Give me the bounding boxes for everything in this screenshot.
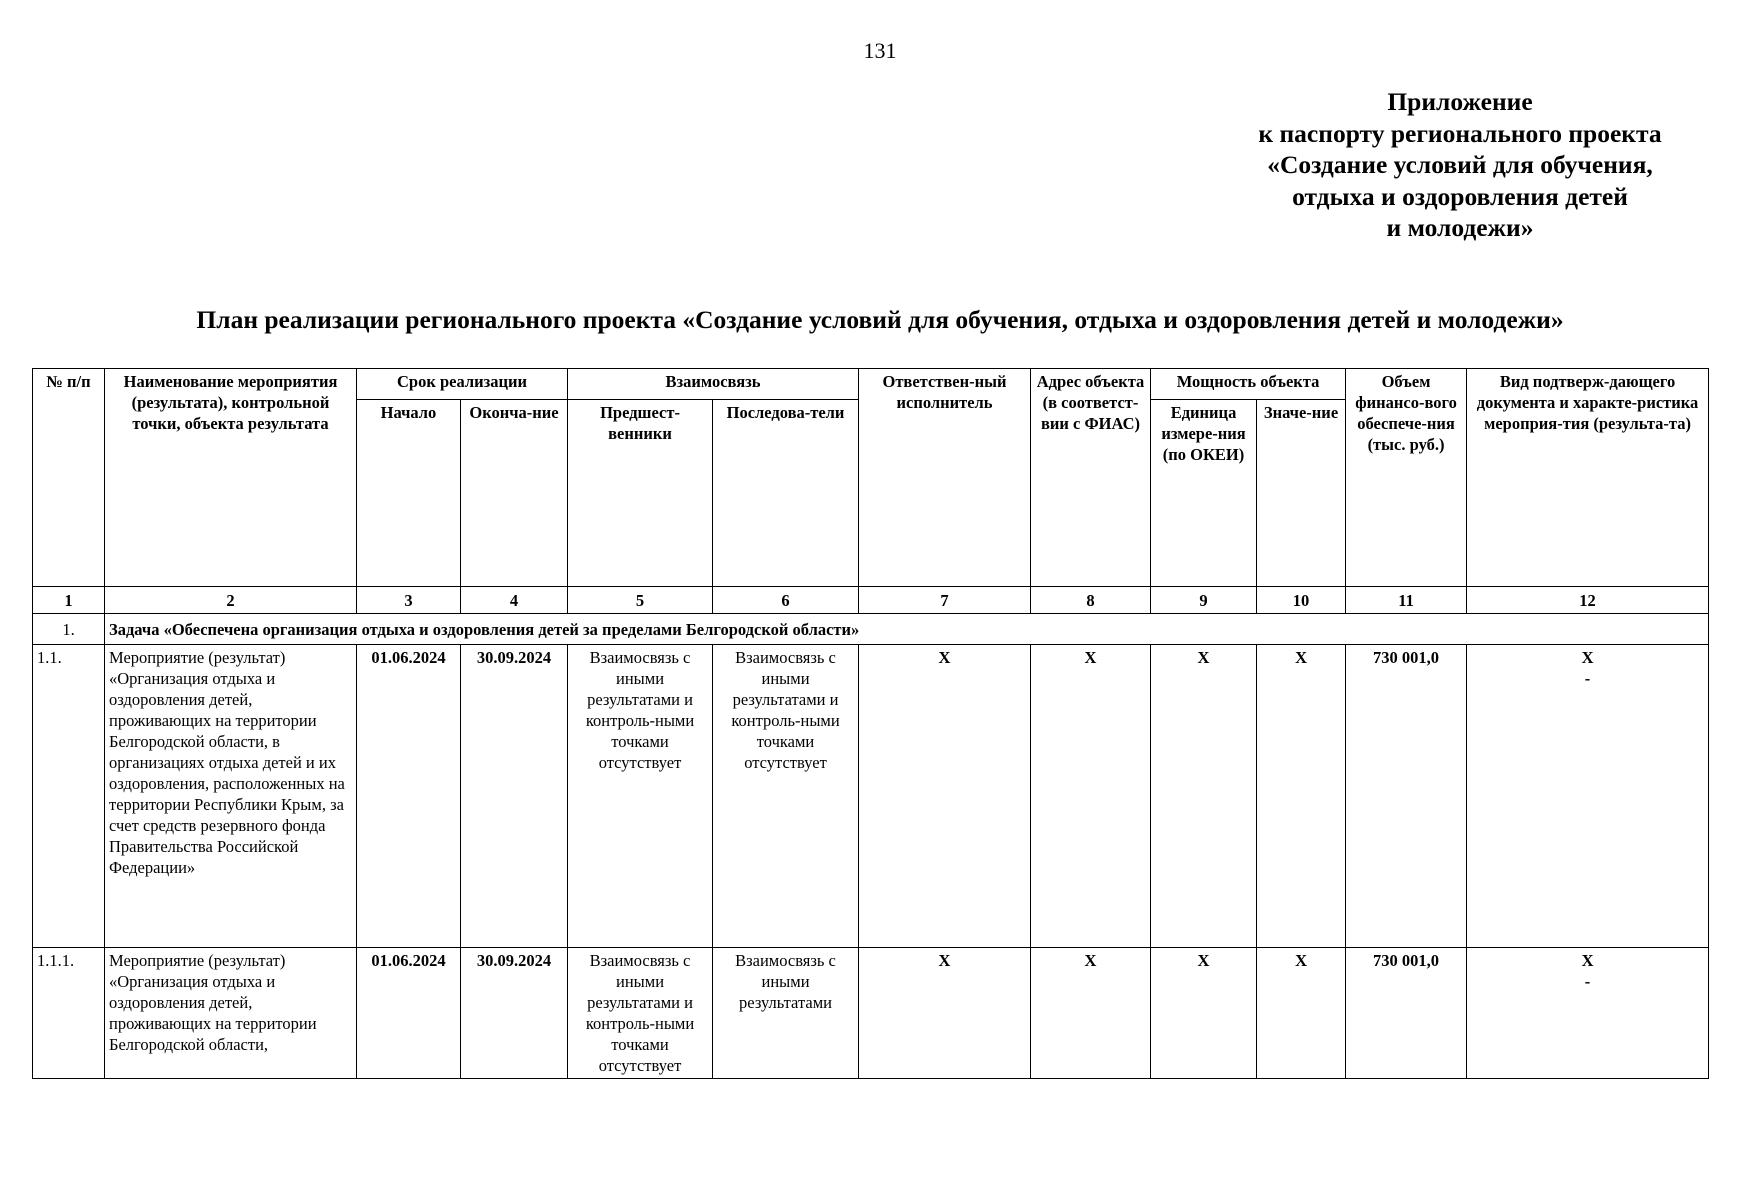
- header-period: Срок реализации: [357, 369, 568, 400]
- row-funding: 730 001,0: [1346, 948, 1467, 1079]
- header-predecessors: Предшест-венники: [568, 400, 713, 587]
- column-number: 12: [1467, 587, 1709, 614]
- column-number: 5: [568, 587, 713, 614]
- header-relation: Взаимосвязь: [568, 369, 859, 400]
- appendix-line: отдыха и оздоровления детей: [1292, 181, 1628, 211]
- column-number: 7: [859, 587, 1031, 614]
- header-num: № п/п: [33, 369, 105, 587]
- row-end: 30.09.2024: [461, 948, 568, 1079]
- page-number: 131: [863, 38, 897, 63]
- column-number: 8: [1031, 587, 1151, 614]
- column-number: 2: [105, 587, 357, 614]
- row-num: 1.1.1.: [33, 948, 105, 1079]
- row-num: 1.1.: [33, 645, 105, 948]
- appendix-line: Приложение: [1387, 87, 1533, 116]
- header-capacity: Мощность объекта: [1151, 369, 1346, 400]
- row-address: X: [1031, 948, 1151, 1079]
- row-doc-mark: X: [1581, 648, 1594, 667]
- row-predecessors: Взаимосвязь с иными результатами и контроль-ными точками отсутствует: [568, 645, 713, 948]
- header-funding: Объем финансо-вого обеспече-ния (тыс. руб.): [1346, 369, 1467, 587]
- header-name: Наименование мероприятия (результата), контрольной точки, объекта результата: [105, 369, 357, 587]
- row-end: 30.09.2024: [461, 645, 568, 948]
- row-doc: [1467, 645, 1709, 948]
- row-name: Мероприятие (результат) «Организация отдыха и оздоровления детей, проживающих на территории Белгородской области, в организациях отдыха детей и их оздоровления, расположенных на территории Республики Крым, за счет средств резервного фонда Правительства Российской Федерации»: [105, 645, 357, 948]
- row-name: Мероприятие (результат) «Организация отдыха и оздоровления детей, проживающих на территории Белгородской области,: [105, 948, 357, 1079]
- column-number: 10: [1257, 587, 1346, 614]
- column-number: 11: [1346, 587, 1467, 614]
- row-start: 01.06.2024: [357, 645, 461, 948]
- header-unit: Единица измере-ния (по ОКЕИ): [1151, 400, 1257, 587]
- row-executor: X: [859, 948, 1031, 1079]
- row-unit: X: [1151, 645, 1257, 948]
- task-text: Задача «Обеспечена организация отдыха и оздоровления детей за пределами Белгородской области»: [105, 614, 1709, 645]
- table-row: [33, 948, 1709, 1079]
- row-doc-mark: X: [1581, 951, 1594, 970]
- table-row: [33, 645, 1709, 948]
- appendix-line: и молодежи»: [1386, 213, 1534, 242]
- row-successors: Взаимосвязь с иными результатами и контроль-ными точками отсутствует: [713, 645, 859, 948]
- appendix-header: [1190, 86, 1730, 244]
- row-unit: X: [1151, 948, 1257, 1079]
- task-num: 1.: [33, 614, 105, 645]
- row-funding: 730 001,0: [1346, 645, 1467, 948]
- header-value: Значе-ние: [1257, 400, 1346, 587]
- appendix-line: «Создание условий для обучения,: [1267, 150, 1653, 179]
- column-number: 3: [357, 587, 461, 614]
- row-doc-note: -: [1584, 669, 1591, 688]
- row-predecessors: Взаимосвязь с иными результатами и контроль-ными точками отсутствует: [568, 948, 713, 1079]
- column-number: 6: [713, 587, 859, 614]
- row-value: X: [1257, 645, 1346, 948]
- header-doc: Вид подтверж-дающего документа и характе-ристика мероприя-тия (результа-та): [1467, 369, 1709, 587]
- column-numbers-row: [33, 587, 1709, 614]
- task-row: [33, 614, 1709, 645]
- document-title: План реализации регионального проекта «Создание условий для обучения, отдыха и оздоровления детей и молодежи»: [196, 305, 1564, 334]
- column-number: 4: [461, 587, 568, 614]
- header-address: Адрес объекта (в соответст-вии с ФИАС): [1031, 369, 1151, 587]
- plan-table: [32, 368, 1709, 1079]
- row-executor: X: [859, 645, 1031, 948]
- appendix-line: к паспорту регионального проекта: [1258, 118, 1662, 148]
- header-start: Начало: [357, 400, 461, 587]
- header-successors: Последова-тели: [713, 400, 859, 587]
- row-start: 01.06.2024: [357, 948, 461, 1079]
- row-value: X: [1257, 948, 1346, 1079]
- row-doc: [1467, 948, 1709, 1079]
- column-number: 9: [1151, 587, 1257, 614]
- header-executor: Ответствен-ный исполнитель: [859, 369, 1031, 587]
- row-address: X: [1031, 645, 1151, 948]
- row-successors: Взаимосвязь с иными результатами: [713, 948, 859, 1079]
- header-end: Оконча-ние: [461, 400, 568, 587]
- column-number: 1: [33, 587, 105, 614]
- row-doc-note: -: [1584, 972, 1591, 991]
